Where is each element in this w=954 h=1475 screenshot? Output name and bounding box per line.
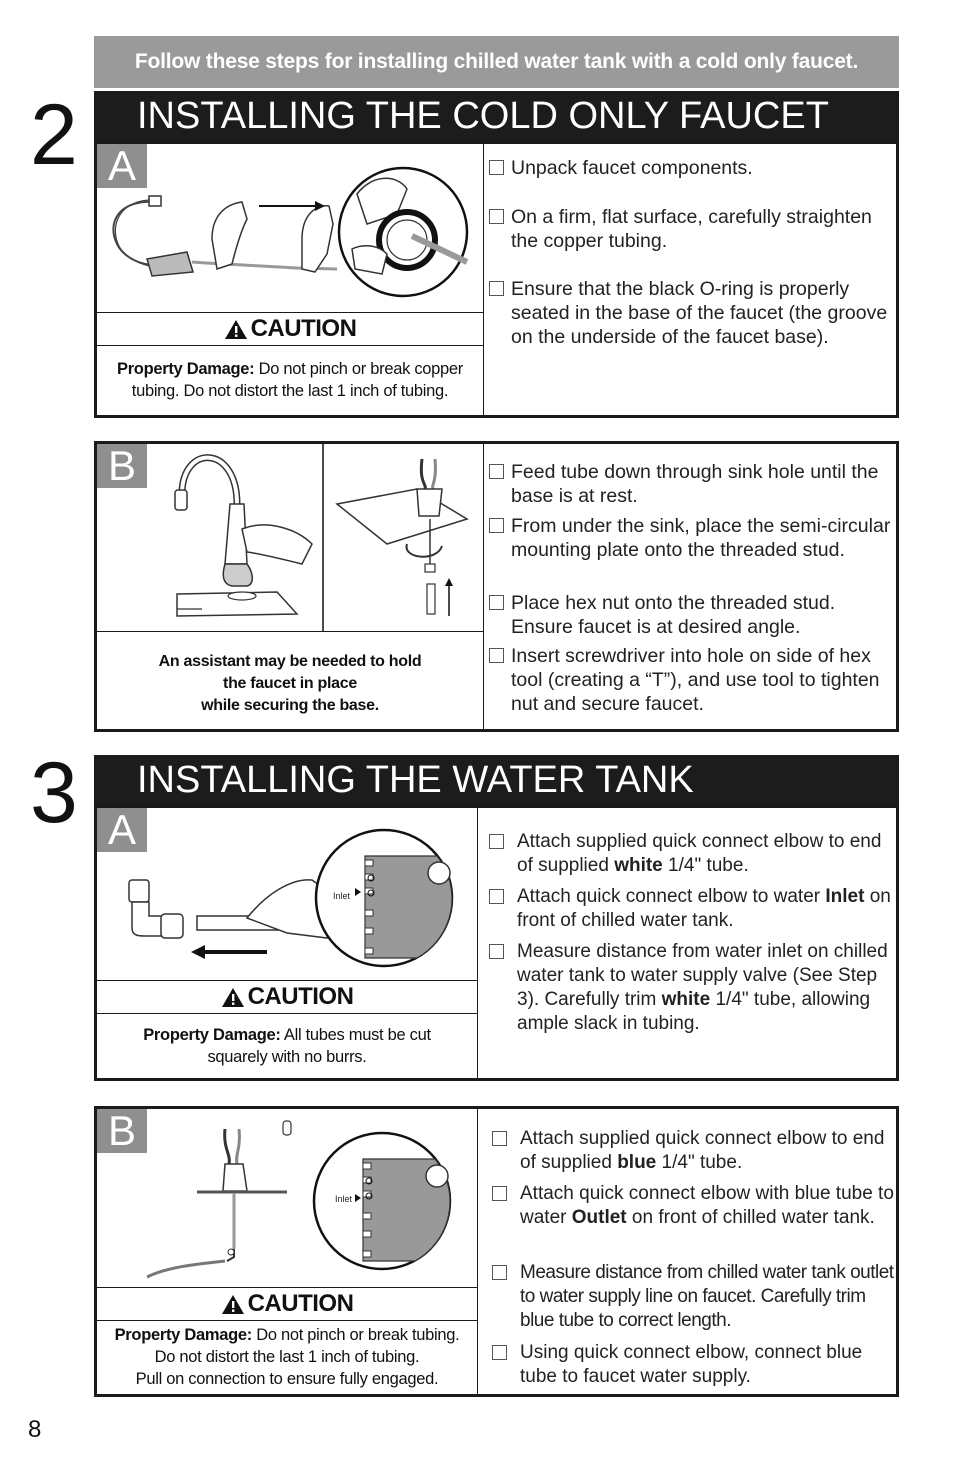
- instruction-banner: Follow these steps for installing chilled water tank with a cold only faucet.: [94, 36, 899, 88]
- checkbox[interactable]: [492, 1265, 507, 1280]
- caution-text-2a: Property Damage: Do not pinch or break copper tubing. Do not distort the last 1 inch of tubing.: [116, 360, 463, 400]
- tank-inlet-illustration: [97, 808, 477, 980]
- step-2b-3[interactable]: Place hex nut onto the threaded stud. Ensure faucet is at desired angle.: [485, 591, 896, 639]
- caution-text-3a: Property Damage: All tubes must be cut squarely with no burrs.: [143, 1026, 431, 1066]
- steps-2b: [485, 444, 896, 729]
- checkbox[interactable]: [489, 944, 504, 959]
- panel-3a: [94, 805, 899, 1081]
- steps-3b: [477, 1109, 896, 1394]
- step-3b-4[interactable]: Using quick connect elbow, connect blue tube to faucet water supply.: [477, 1341, 896, 1389]
- panel-2b: [94, 441, 899, 732]
- caution-header-2a: [97, 312, 483, 346]
- step-3a-3[interactable]: Measure distance from water inlet on chilled water tank to water supply valve (See Step 3). Carefully trim white 1/4" tube, allowing ample slack in tubing.: [477, 940, 896, 1036]
- steps-2a: [485, 144, 896, 415]
- step-3b-2[interactable]: Attach quick connect elbow with blue tube to water Outlet on front of chilled water tank.: [477, 1182, 896, 1230]
- step-2a-2[interactable]: On a firm, flat surface, carefully straighten the copper tubing.: [485, 205, 896, 253]
- inlet-label: Inlet: [335, 1194, 353, 1204]
- panel-3b: [94, 1106, 899, 1397]
- panel-letter-2b: B: [97, 444, 147, 488]
- warning-triangle-icon: [224, 319, 248, 340]
- panel-letter-3b: B: [97, 1109, 147, 1153]
- panel-letter-3a: A: [97, 808, 147, 852]
- warning-triangle-icon: [221, 987, 245, 1008]
- checkbox[interactable]: [489, 889, 504, 904]
- step-2a-1[interactable]: Unpack faucet components.: [485, 156, 896, 180]
- tubing-straighten-illustration: [97, 144, 483, 312]
- inlet-label: Inlet: [333, 891, 351, 901]
- section-title-water-tank: INSTALLING THE WATER TANK: [94, 755, 899, 805]
- panel-2a-left: [97, 144, 484, 415]
- step-2b-4[interactable]: Insert screwdriver into hole on side of hex tool (creating a “T”), and use tool to tighten nut and secure faucet.: [485, 644, 896, 716]
- faucet-mount-illustration: [97, 444, 483, 631]
- step-2a-3[interactable]: Ensure that the black O-ring is properly seated in the base of the faucet (the groove on the underside of the faucet base).: [485, 277, 896, 349]
- caution-label: CAUTION: [247, 983, 354, 1010]
- assistant-note: An assistant may be needed to hold the faucet in place while securing the base.: [158, 653, 422, 714]
- checkbox[interactable]: [489, 834, 504, 849]
- steps-3a: [477, 808, 896, 1078]
- step-2b-1[interactable]: Feed tube down through sink hole until the base is at rest.: [485, 460, 896, 508]
- panel-3a-left: [97, 808, 478, 1078]
- panel-3b-left: [97, 1109, 478, 1394]
- checkbox[interactable]: [489, 464, 504, 479]
- checkbox[interactable]: [492, 1131, 507, 1146]
- checkbox[interactable]: [489, 160, 504, 175]
- caution-text-3b: Property Damage: Do not pinch or break tubing. Do not distort the last 1 inch of tubing. Pull on connection to ensure fully engaged.: [114, 1326, 460, 1388]
- divider: [97, 631, 483, 632]
- checkbox[interactable]: [489, 518, 504, 533]
- page-number: 8: [28, 1416, 42, 1443]
- panel-2a: [94, 141, 899, 418]
- caution-label: CAUTION: [250, 315, 357, 342]
- warning-triangle-icon: [221, 1294, 245, 1315]
- step-number-3: 3: [30, 745, 78, 841]
- panel-2b-left: [97, 444, 484, 729]
- checkbox[interactable]: [489, 209, 504, 224]
- caution-header-3a: [97, 980, 477, 1014]
- step-3a-1[interactable]: Attach supplied quick connect elbow to end of supplied white 1/4" tube.: [477, 830, 896, 878]
- panel-letter-2a: A: [97, 144, 147, 188]
- step-2b-2[interactable]: From under the sink, place the semi-circular mounting plate onto the threaded stud.: [485, 514, 896, 562]
- step-number-2: 2: [30, 87, 78, 183]
- checkbox[interactable]: [489, 281, 504, 296]
- section-title-cold-faucet: INSTALLING THE COLD ONLY FAUCET: [94, 91, 899, 141]
- step-3a-2[interactable]: Attach quick connect elbow to water Inlet on front of chilled water tank.: [477, 885, 896, 933]
- caution-header-3b: [97, 1287, 477, 1321]
- checkbox[interactable]: [489, 595, 504, 610]
- checkbox[interactable]: [492, 1345, 507, 1360]
- step-3b-3[interactable]: Measure distance from chilled water tank outlet to water supply line on faucet. Carefully trim blue tube to correct length.: [477, 1261, 896, 1333]
- checkbox[interactable]: [489, 648, 504, 663]
- step-3b-1[interactable]: Attach supplied quick connect elbow to end of supplied blue 1/4" tube.: [477, 1127, 896, 1175]
- tank-outlet-illustration: [97, 1109, 477, 1287]
- checkbox[interactable]: [492, 1186, 507, 1201]
- caution-label: CAUTION: [247, 1290, 354, 1317]
